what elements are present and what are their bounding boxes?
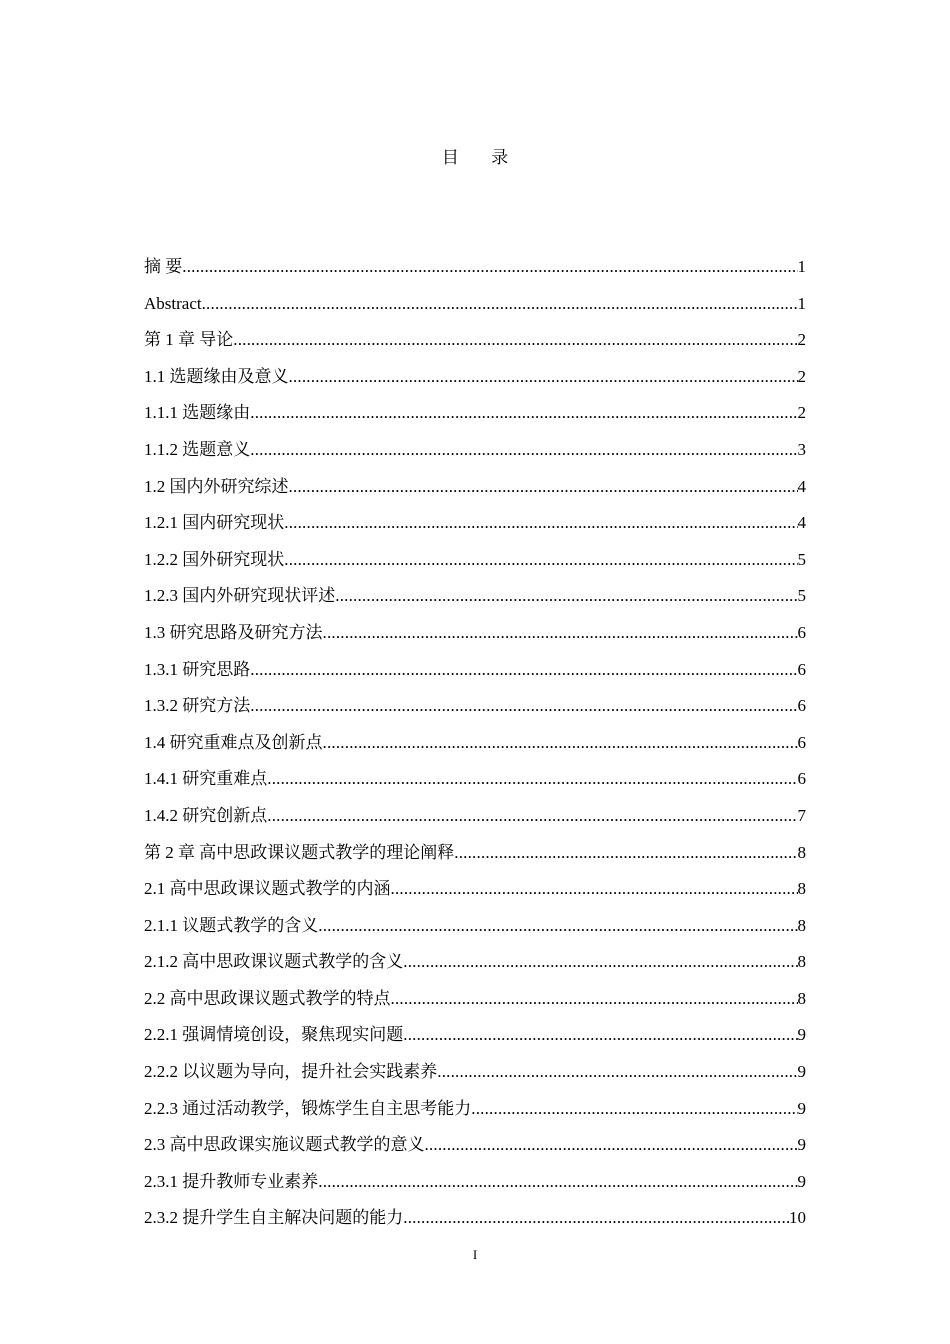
toc-entry[interactable] <box>144 761 806 798</box>
dot-leader <box>323 725 798 762</box>
dot-leader <box>284 542 797 579</box>
toc-entry[interactable] <box>144 322 806 359</box>
toc-entry[interactable] <box>144 286 806 323</box>
toc-entry[interactable] <box>144 944 806 981</box>
toc-entry-page: 6 <box>797 622 806 642</box>
toc-entry[interactable] <box>144 505 806 542</box>
toc-entry[interactable] <box>144 871 806 908</box>
toc-entry[interactable] <box>144 542 806 579</box>
toc-entry-page: 9 <box>797 1062 806 1082</box>
dot-leader <box>323 615 798 652</box>
toc-entry-page: 8 <box>797 952 806 972</box>
toc-entry[interactable] <box>144 359 806 396</box>
page-number: I <box>472 1247 478 1262</box>
dot-leader <box>250 688 797 725</box>
toc-entry-title: 1.3 研究思路及研究方法 <box>144 622 323 642</box>
toc-entry[interactable] <box>144 1200 806 1237</box>
dot-leader <box>471 1091 797 1128</box>
dot-leader <box>403 1017 797 1054</box>
dot-leader <box>182 249 797 286</box>
dot-leader <box>403 1200 789 1237</box>
toc-entry[interactable] <box>144 1127 806 1164</box>
toc-entry[interactable] <box>144 1054 806 1091</box>
toc-entry-title: 2.3.2 提升学生自主解决问题的能力 <box>144 1208 404 1228</box>
toc-entry-page: 6 <box>797 732 806 752</box>
toc-entry[interactable] <box>144 652 806 689</box>
toc-entry-title: 2.1.2 高中思政课议题式教学的含义 <box>144 952 404 972</box>
toc-entry-title: 2.3 高中思政课实施议题式教学的意义 <box>144 1135 425 1155</box>
dot-leader <box>250 432 797 469</box>
toc-entry-page: 1 <box>797 293 806 313</box>
toc-entry-title: 1.4.1 研究重难点 <box>144 769 268 789</box>
dot-leader <box>202 286 798 323</box>
toc-entry-page: 7 <box>797 805 806 825</box>
dot-leader <box>267 798 797 835</box>
toc-entry-page: 9 <box>797 1171 806 1191</box>
toc-entry-page: 4 <box>797 513 806 533</box>
toc-entry-title: 摘 要 <box>144 257 183 276</box>
toc-entry[interactable] <box>144 798 806 835</box>
toc-entry-page: 8 <box>797 879 806 899</box>
toc-entry-page: 6 <box>797 696 806 716</box>
toc-entry-title: 2.1.1 议题式教学的含义 <box>144 915 319 935</box>
toc-entry-page: 1 <box>797 257 806 276</box>
toc-entry-title: 1.2.2 国外研究现状 <box>144 549 285 569</box>
toc-entry[interactable] <box>144 1164 806 1201</box>
toc-entry-title: 2.3.1 提升教师专业素养 <box>144 1171 319 1191</box>
toc-entry-page: 5 <box>797 586 806 606</box>
toc-entry-page: 2 <box>797 330 806 350</box>
toc-entry[interactable] <box>144 981 806 1018</box>
dot-leader <box>335 578 797 615</box>
toc-entry-title: 1.3.2 研究方法 <box>144 696 251 716</box>
toc-entry-page: 5 <box>797 549 806 569</box>
toc-entry[interactable] <box>144 469 806 506</box>
toc-entry[interactable] <box>144 395 806 432</box>
dot-leader <box>454 835 797 872</box>
toc-entry-title: 2.2.3 通过活动教学，锻炼学生自主思考能力 <box>144 1098 472 1118</box>
toc-entry-page: 6 <box>797 769 806 789</box>
toc-entry[interactable] <box>144 835 806 872</box>
toc-entry-title: 2.2.1 强调情境创设，聚焦现实问题 <box>144 1025 404 1045</box>
dot-leader <box>391 981 798 1018</box>
toc-entry-page: 9 <box>797 1025 806 1045</box>
toc-entry-title: 1.1.1 选题缘由 <box>144 403 251 423</box>
toc-entry-title: 1.2 国内外研究综述 <box>144 476 289 496</box>
dot-leader <box>284 505 797 542</box>
toc-entry[interactable] <box>144 725 806 762</box>
dot-leader <box>318 908 797 945</box>
page-title: 目 录 <box>441 148 523 167</box>
toc-entry-title: 第 1 章 导论 <box>144 330 234 350</box>
dot-leader <box>289 469 798 506</box>
toc-entry-page: 3 <box>797 439 806 459</box>
toc-entry-page: 6 <box>797 659 806 679</box>
toc-entry-title: 1.1 选题缘由及意义 <box>144 366 289 386</box>
toc-entry-page: 2 <box>797 403 806 423</box>
dot-leader <box>267 761 797 798</box>
toc-entry-title: 1.4.2 研究创新点 <box>144 805 268 825</box>
toc-entry-title: 1.1.2 选题意义 <box>144 439 251 459</box>
toc-entry-page: 9 <box>797 1098 806 1118</box>
dot-leader <box>391 871 798 908</box>
toc-entry-title: Abstract <box>144 293 202 313</box>
toc-entry[interactable] <box>144 1017 806 1054</box>
toc-entry-title: 2.2.2 以议题为导向，提升社会实践素养 <box>144 1062 438 1082</box>
dot-leader <box>437 1054 797 1091</box>
dot-leader <box>425 1127 798 1164</box>
toc-entry-title: 2.2 高中思政课议题式教学的特点 <box>144 988 391 1008</box>
dot-leader <box>233 322 797 359</box>
toc-entry-title: 1.2.1 国内研究现状 <box>144 513 285 533</box>
dot-leader <box>403 944 797 981</box>
toc-entry[interactable] <box>144 615 806 652</box>
toc-entry-page: 8 <box>797 842 806 862</box>
toc-entry-page: 8 <box>797 915 806 935</box>
toc-entry[interactable] <box>144 249 806 286</box>
dot-leader <box>250 395 797 432</box>
toc-entry[interactable] <box>144 908 806 945</box>
dot-leader <box>250 652 797 689</box>
toc-entry-title: 2.1 高中思政课议题式教学的内涵 <box>144 879 391 899</box>
toc-entry[interactable] <box>144 432 806 469</box>
toc-entry-title: 1.2.3 国内外研究现状评述 <box>144 586 336 606</box>
dot-leader <box>318 1164 797 1201</box>
toc-entry-page: 10 <box>789 1208 806 1228</box>
toc-entry[interactable] <box>144 1091 806 1128</box>
toc-entry-title: 第 2 章 高中思政课议题式教学的理论阐释 <box>144 842 455 862</box>
toc-entry-title: 1.3.1 研究思路 <box>144 659 251 679</box>
toc-entry-page: 9 <box>797 1135 806 1155</box>
toc-entry[interactable] <box>144 688 806 725</box>
table-of-contents <box>144 249 806 1237</box>
dot-leader <box>289 359 798 396</box>
toc-entry[interactable] <box>144 578 806 615</box>
toc-entry-page: 2 <box>797 366 806 386</box>
toc-entry-title: 1.4 研究重难点及创新点 <box>144 732 323 752</box>
toc-entry-page: 4 <box>797 476 806 496</box>
toc-entry-page: 8 <box>797 988 806 1008</box>
